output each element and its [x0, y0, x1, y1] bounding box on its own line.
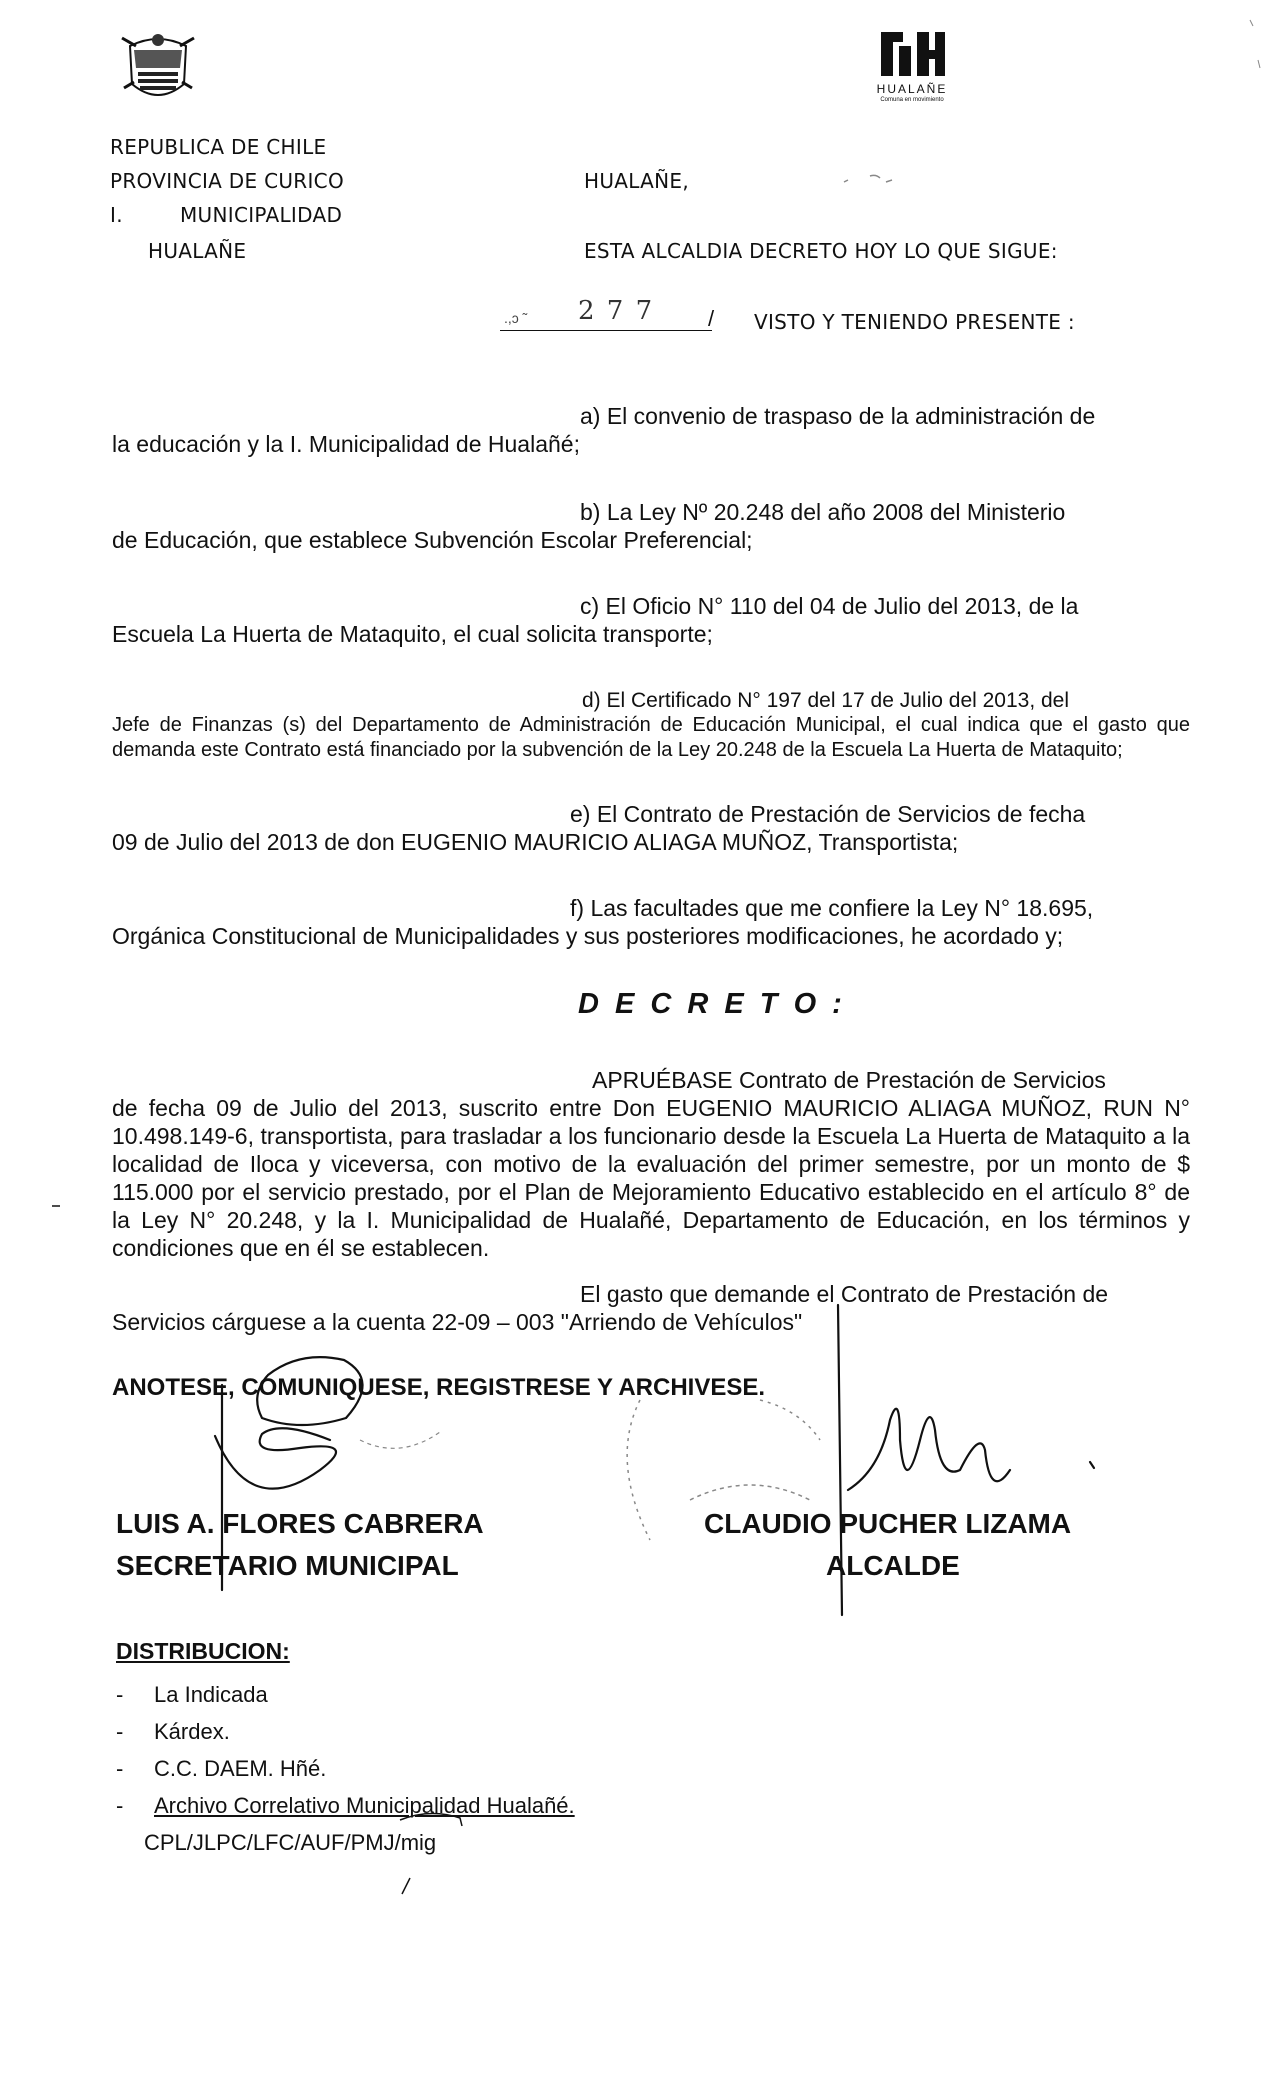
- header-city: HUALAÑE,: [584, 169, 689, 193]
- consideration-rest: de Educación, que establece Subvención Escolar Preferencial;: [112, 527, 753, 553]
- decree-number-value: 2 7 7: [578, 296, 655, 326]
- header-province: PROVINCIA DE CURICO: [110, 169, 344, 193]
- consideration-lead: d) El Certificado N° 197 del 17 de Julio del 2013, del: [582, 689, 1070, 712]
- right-signatory-title: ALCALDE: [826, 1550, 960, 1581]
- distribution-title: DISTRIBUCION:: [116, 1638, 290, 1664]
- left-signatory-name: LUIS A. FLORES CABRERA: [116, 1508, 484, 1539]
- consideration-lead: e) El Contrato de Prestación de Servicios de fecha: [570, 801, 1086, 827]
- list-item: - Kárdex.: [116, 1719, 230, 1744]
- decree-slash: /: [708, 306, 715, 331]
- consideration-lead: a) El convenio de traspaso de la administración de: [580, 403, 1096, 429]
- list-item: - Archivo Correlativo Municipalidad Hualañé.: [116, 1793, 575, 1818]
- logo-text: HUALAÑE: [876, 82, 948, 96]
- list-item: - C.C. DAEM. Hñé.: [116, 1756, 327, 1781]
- consideration-rest: Jefe de Finanzas (s) del Departamento de Administración de Educación Municipal, el cual indica que el gasto que demanda este Contrato está financiado por la subvención de la Ley 20.248 de la Escuela La Huerta de Mataquito;: [112, 714, 1190, 761]
- distribution-initials: CPL/JLPC/LFC/AUF/PMJ/mig: [144, 1830, 437, 1855]
- consideration-lead: b) La Ley Nº 20.248 del año 2008 del Ministerio: [580, 499, 1066, 525]
- consideration-rest: 09 de Julio del 2013 de don EUGENIO MAURICIO ALIAGA MUÑOZ, Transportista;: [112, 829, 959, 855]
- paragraph-rest: Servicios cárguese a la cuenta 22-09 – 003 "Arriendo de Vehículos": [112, 1309, 803, 1335]
- distribution-list: [116, 1676, 575, 1824]
- header-municipality: MUNICIPALIDAD: [180, 203, 343, 227]
- header-visto: VISTO Y TENIENDO PRESENTE :: [754, 310, 1075, 334]
- closing-formula: ANOTESE, COMUNIQUESE, REGISTRESE Y ARCHIVESE.: [112, 1374, 766, 1401]
- consideration-lead: f) Las facultades que me confiere la Ley N° 18.695,: [570, 895, 1094, 921]
- logo-subtext: Comuna en movimiento: [880, 97, 944, 103]
- consideration-rest: Escuela La Huerta de Mataquito, el cual solicita transporte;: [112, 621, 713, 647]
- left-signatory-title: SECRETARIO MUNICIPAL: [116, 1550, 459, 1581]
- paragraph-rest: de fecha 09 de Julio del 2013, suscrito entre Don EUGENIO MAURICIO ALIAGA MUÑOZ, RUN N° 10.498.149-6, transportista, para trasladar a los funcionario desde la Escuela La Huerta de Mataquito a la localidad de Iloca y viceversa, con motivo de la evaluación del primer semestre, por un monto de $ 115.000 por el servicio prestado, por el Plan de Mejoramiento Educativo establecido en el artículo 8° de la Ley N° 20.248, y la I. Municipalidad de Hualañé, Departamento de Educación, en los términos y condiciones que en él se establecen.: [112, 1095, 1190, 1261]
- decreto-title: D E C R E T O :: [578, 988, 846, 1020]
- paragraph-lead: APRUÉBASE Contrato de Prestación de Servicios: [592, 1067, 1106, 1093]
- list-item: - La Indicada: [116, 1682, 268, 1707]
- consideration-lead: c) El Oficio N° 110 del 04 de Julio del 2013, de la: [580, 593, 1079, 619]
- header-prefix: I.: [110, 203, 123, 227]
- consideration-rest: la educación y la I. Municipalidad de Hualañé;: [112, 431, 580, 457]
- decree-number: .,ɔ ˜ 2 7 7: [500, 296, 712, 331]
- right-signatory-name: CLAUDIO PUCHER LIZAMA: [704, 1508, 1072, 1539]
- consideration-rest: Orgánica Constitucional de Municipalidades y sus posteriores modificaciones, he acordado y;: [112, 923, 1064, 949]
- header-commune: HUALAÑE: [148, 239, 247, 263]
- header-country: REPUBLICA DE CHILE: [110, 135, 327, 159]
- paragraph-lead: El gasto que demande el Contrato de Prestación de: [580, 1281, 1109, 1307]
- header-alcaldia: ESTA ALCALDIA DECRETO HOY LO QUE SIGUE:: [584, 239, 1058, 263]
